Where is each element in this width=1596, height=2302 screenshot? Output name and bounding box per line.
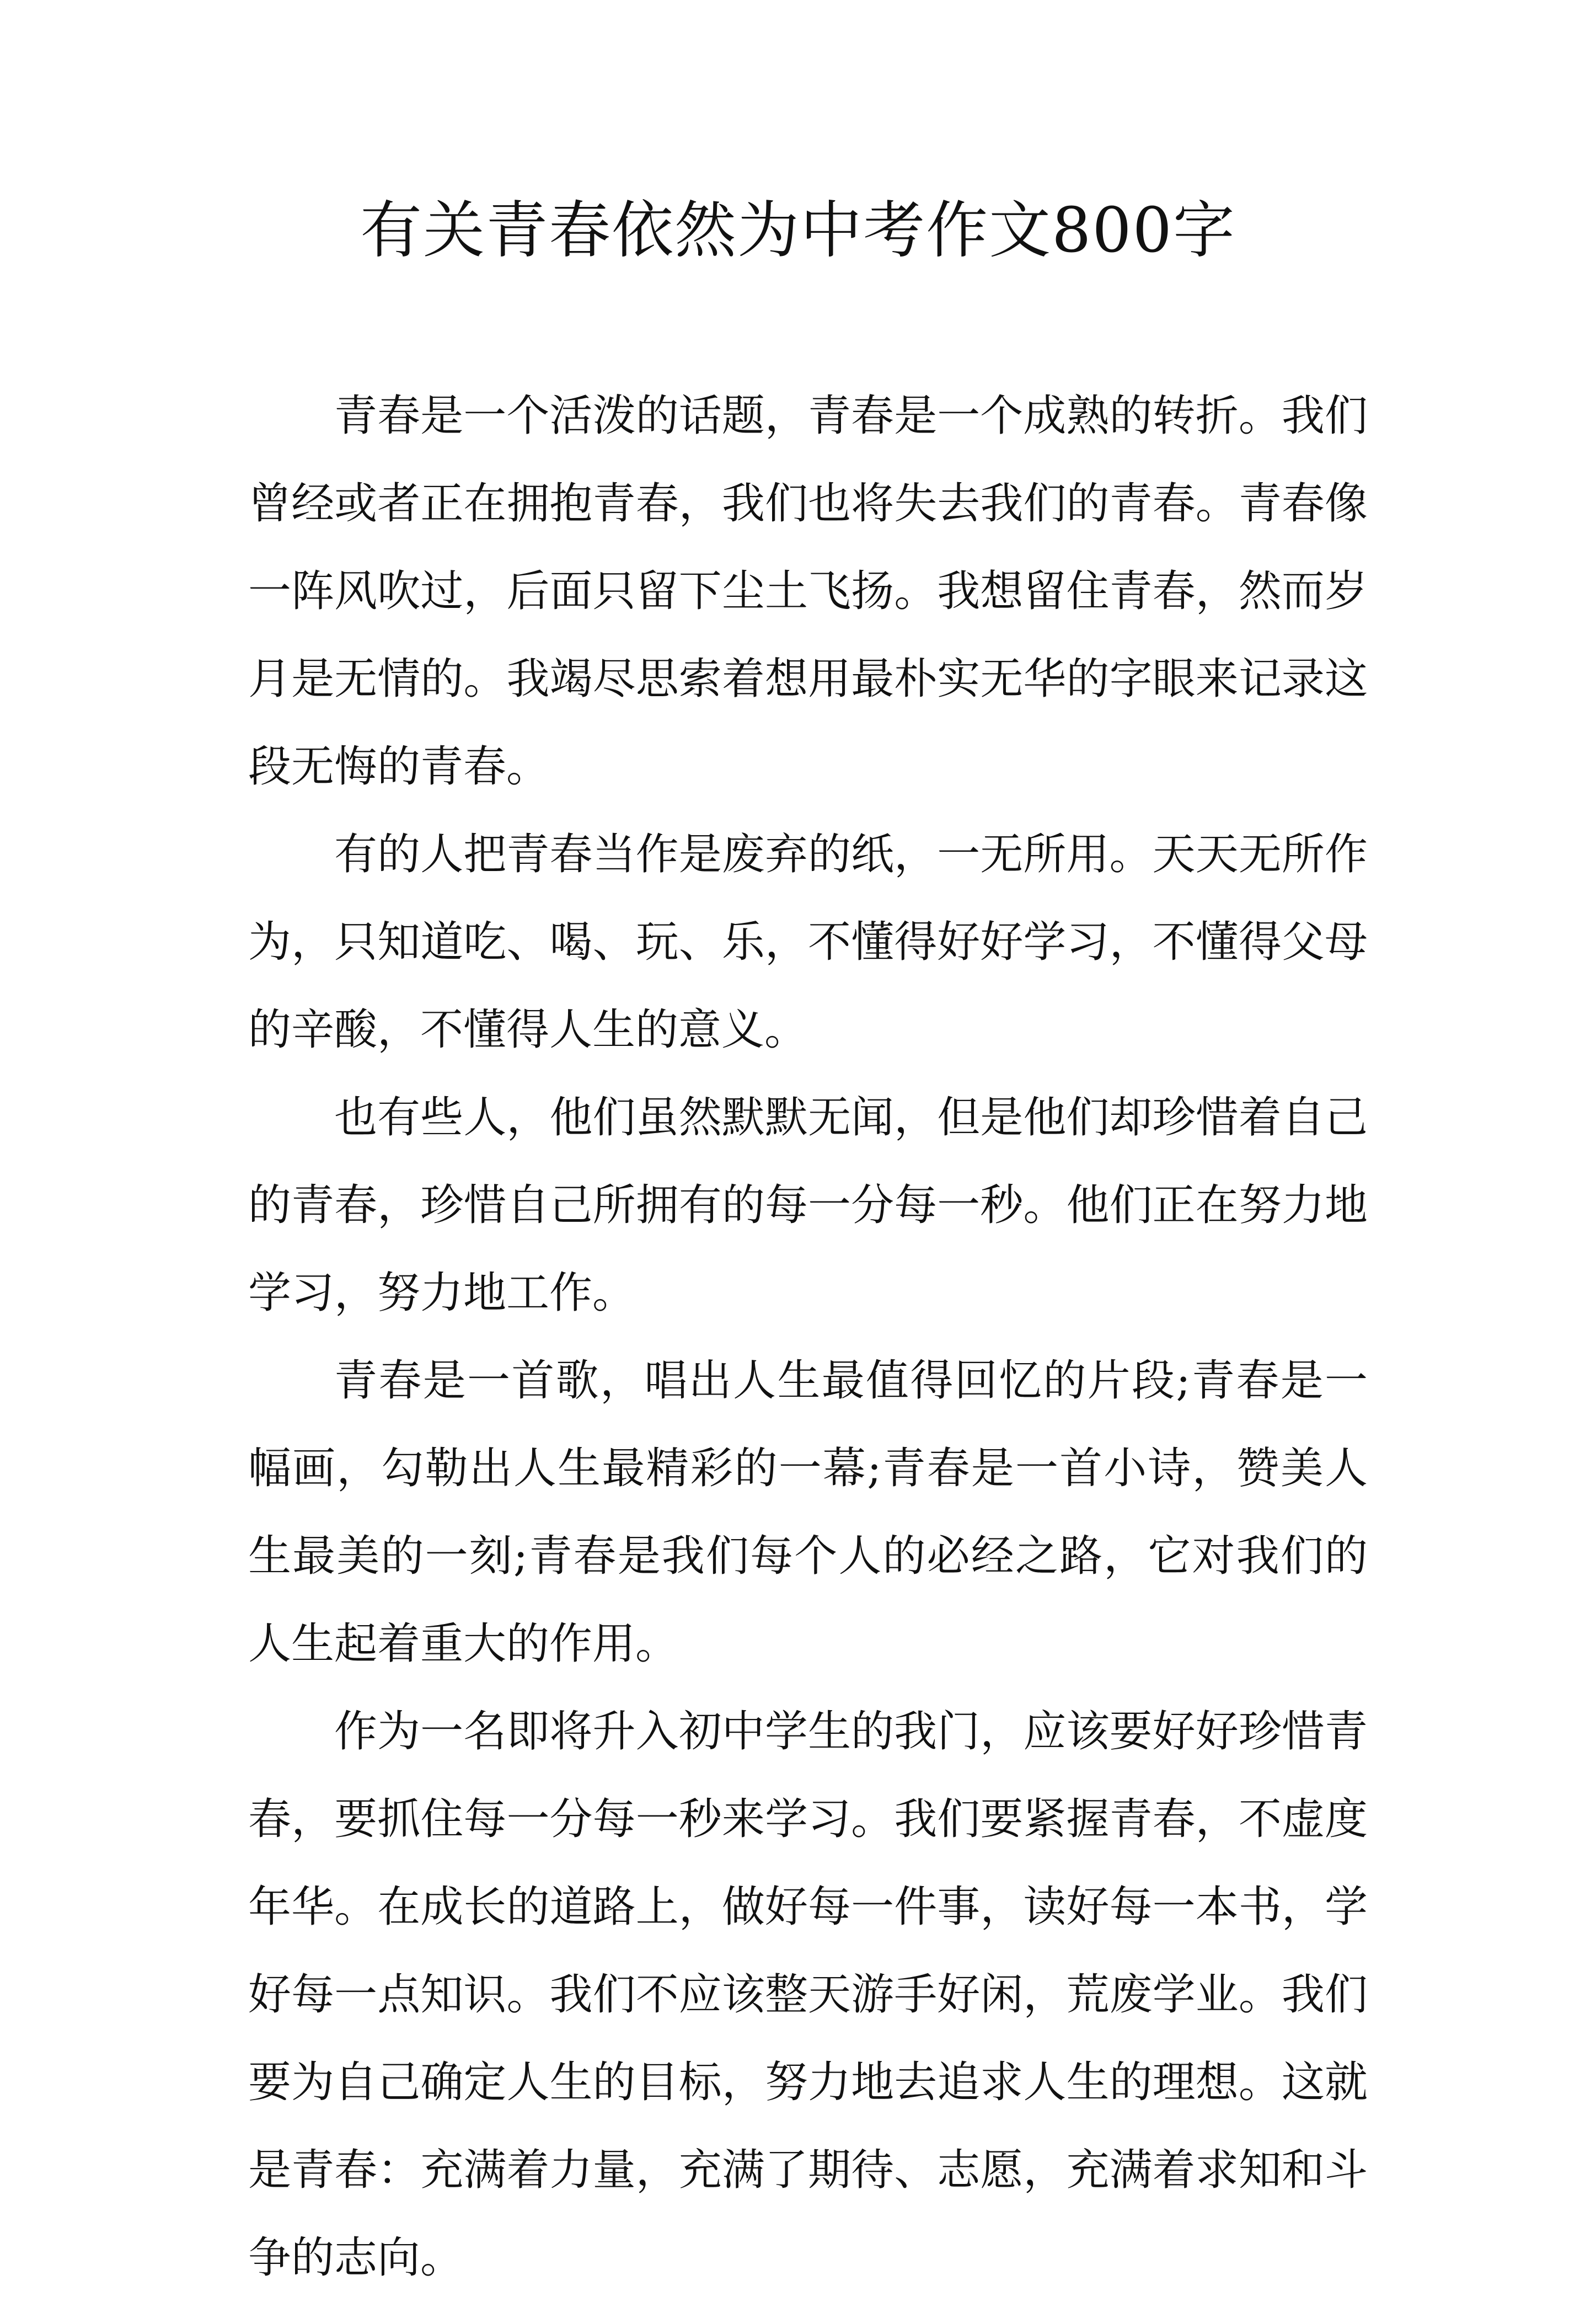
paragraph: 青春是一首歌，唱出人生最值得回忆的片段;青春是一幅画，勾勒出人生最精彩的一幕;青春是一首小诗，赞美人生最美的一刻;青春是我们每个人的必经之路，它对我们的人生起着重大的作用。	[248, 1356, 1368, 1669]
paragraph: 作为一名即将升入初中学生的我门，应该要好好珍惜青春，要抓住每一分每一秒来学习。我们要紧握青春，不虚度年华。在成长的道路上，做好每一件事，读好每一本书，学好每一点知识。我们不应该整天游手好闲，荒废学业。我们要为自己确定人生的目标，努力地去追求人生的理想。这就是青春：充满着力量，充满了期待、志愿，充满着求知和斗争的志向。	[248, 1707, 1368, 2283]
document-body	[248, 372, 1368, 2302]
paragraph: 青春是一个活泼的话题，青春是一个成熟的转折。我们曾经或者正在拥抱青春，我们也将失去我们的青春。青春像一阵风吹过，后面只留下尘土飞扬。我想留住青春，然而岁月是无情的。我竭尽思索着想用最朴实无华的字眼来记录这段无悔的青春。	[248, 391, 1368, 792]
paragraph: 有的人把青春当作是废弃的纸，一无所用。天天无所作为，只知道吃、喝、玩、乐，不懂得好好学习，不懂得父母的辛酸，不懂得人生的意义。	[248, 830, 1368, 1055]
paragraph: 也有些人，他们虽然默默无闻，但是他们却珍惜着自己的青春，珍惜自己所拥有的每一分每一秒。他们正在努力地学习，努力地工作。	[248, 1093, 1368, 1318]
document-title: 有关青春依然为中考作文800字	[360, 195, 1236, 266]
